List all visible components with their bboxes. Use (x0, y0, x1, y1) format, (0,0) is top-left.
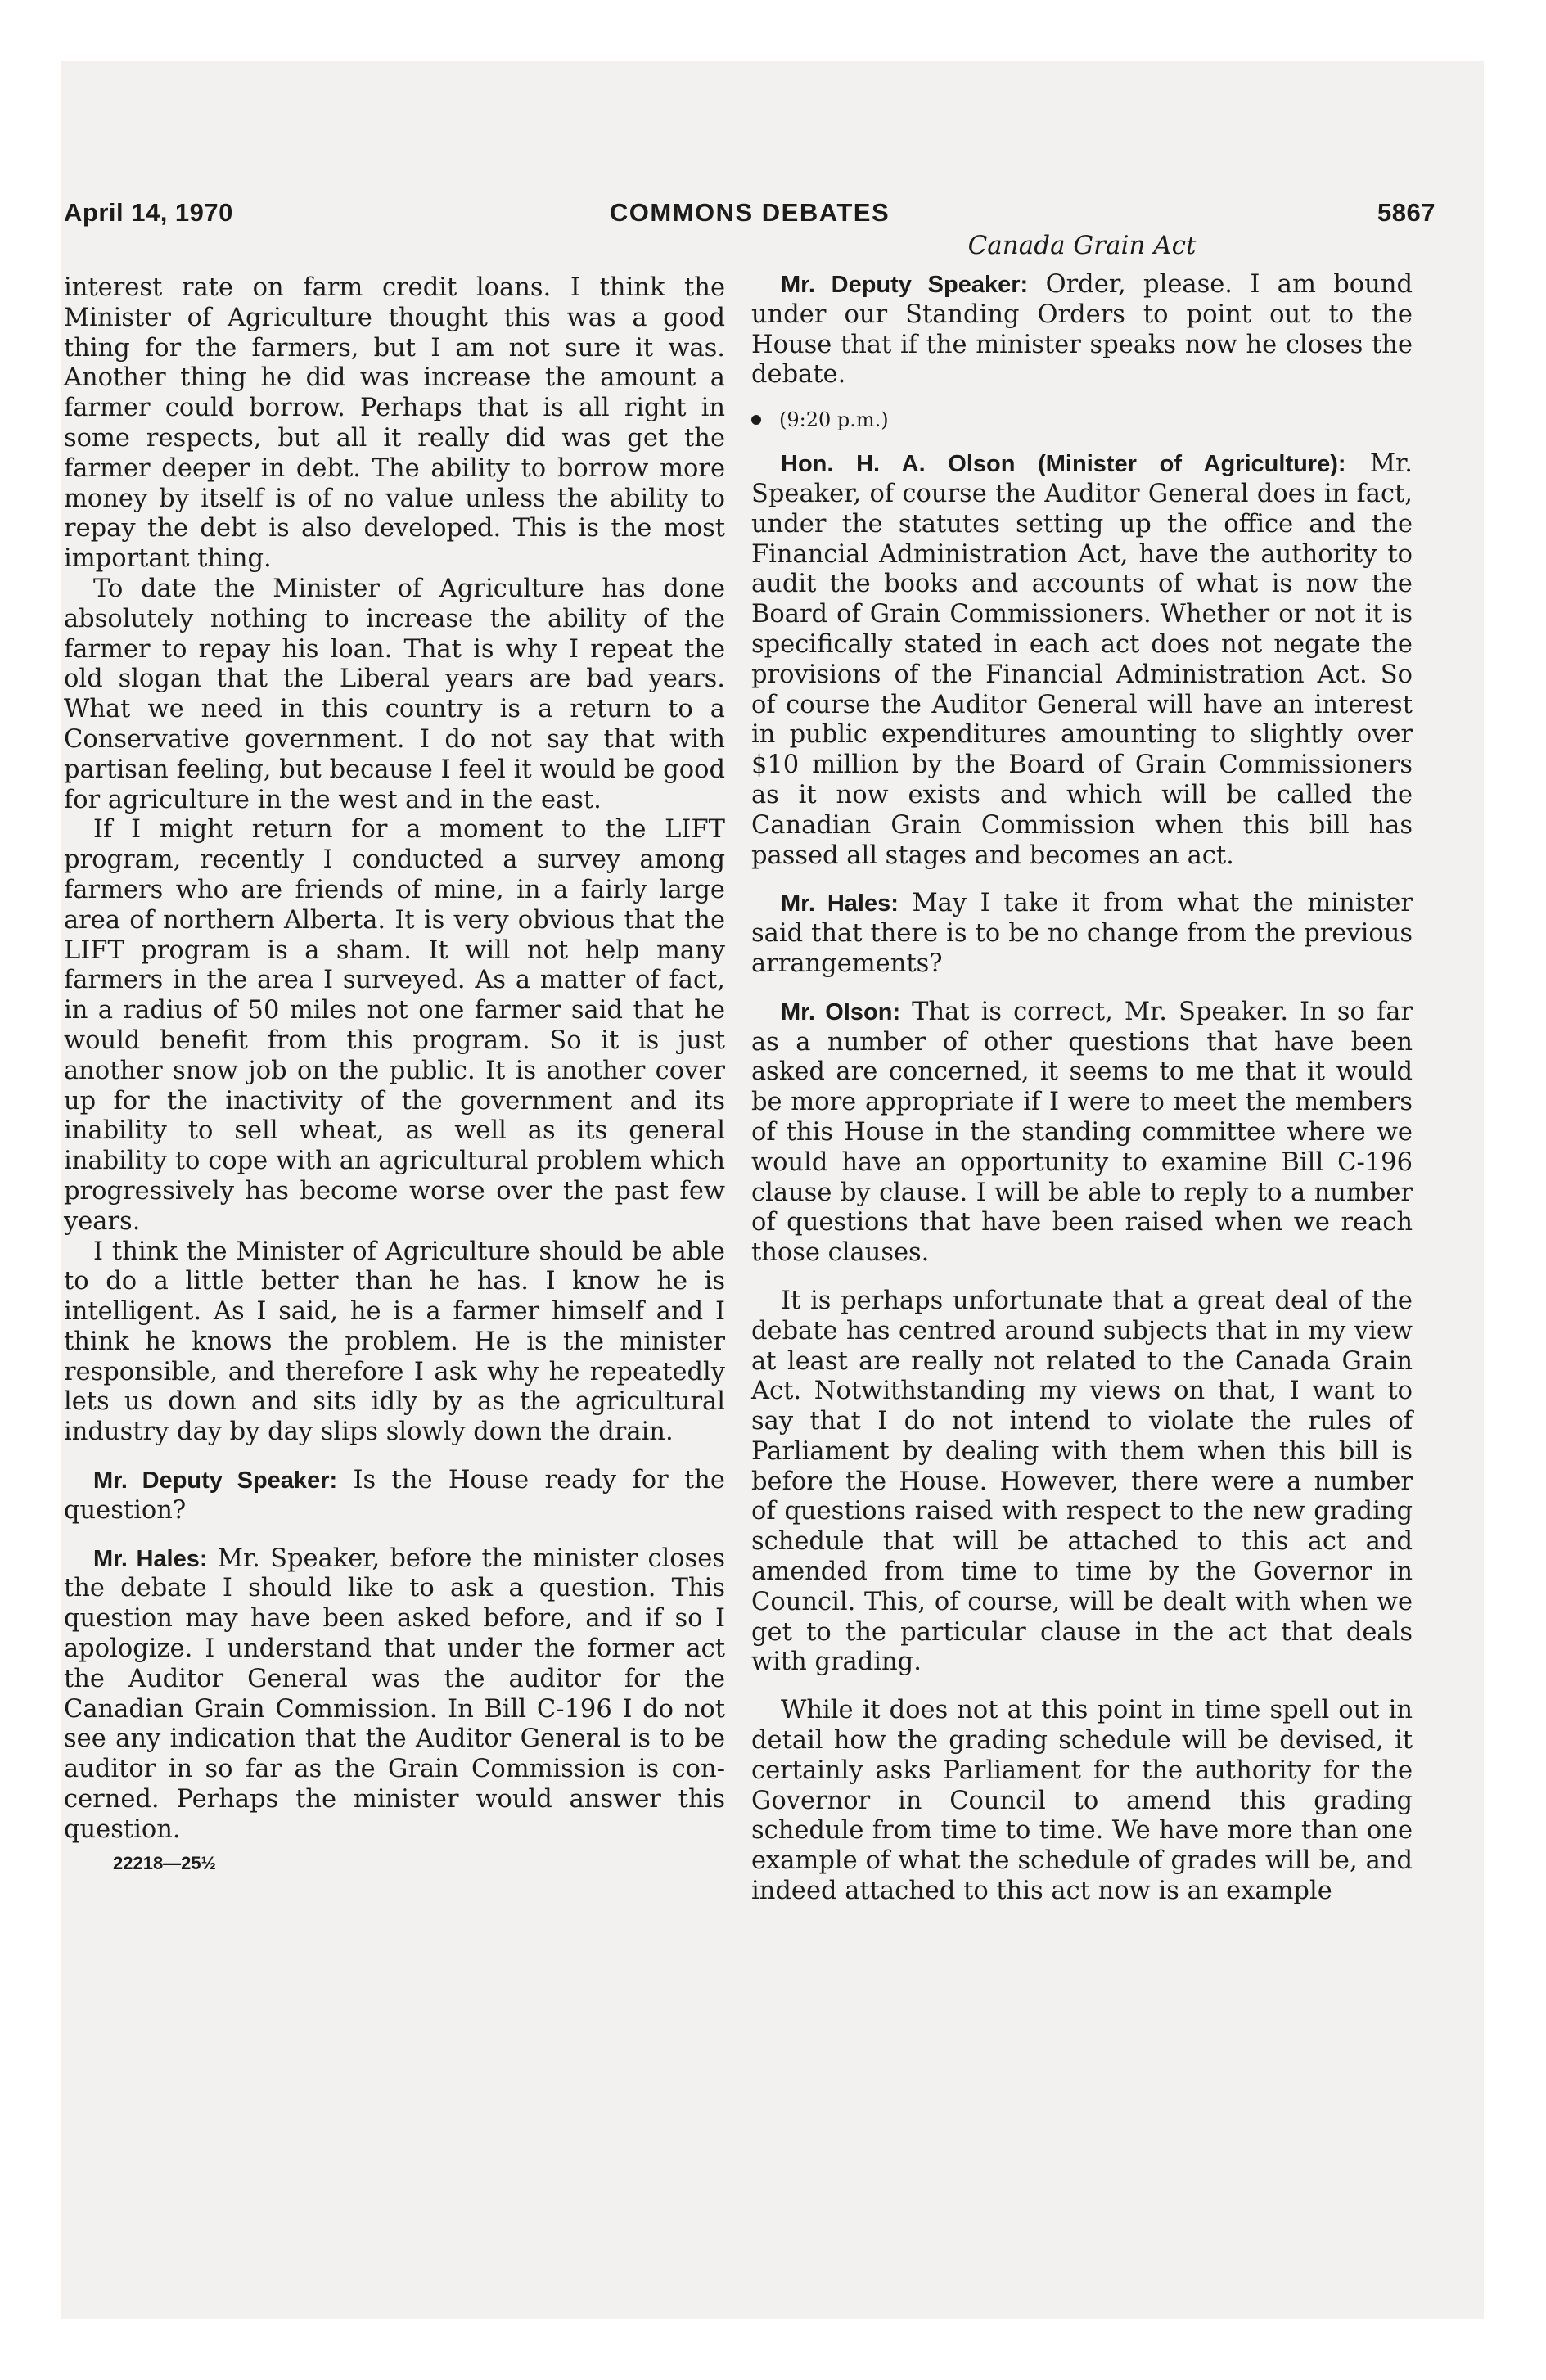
header-publication: COMMONS DEBATES (609, 198, 890, 227)
speaker-name: Mr. Hales: (93, 1545, 208, 1572)
right-paragraph-1 (751, 270, 1413, 390)
timestamp-text: (9:20 p.m.) (779, 408, 889, 432)
left-paragraph-2: To date the Minister of Agriculture has done absolutely nothing to increase the ability of the farmer to repay his loan. That is why I repeat the old slogan that the Liberal years are bad years. What we need in this country is a return to a Conservative government. I do not say that with partisan feeling, but because I feel it would be good for agriculture in the west and in the east. (64, 574, 725, 814)
right-paragraph-6: While it does not at this point in time spell out in detail how the grading schedule will be devised, it certainly asks Parliament for the authority for the Governor in Council to amend this grading schedule from time to time. We have more than one example of what the schedule of grades will be, and indeed attached to this act now is an example (751, 1696, 1413, 1906)
left-paragraph-6 (64, 1544, 725, 1846)
right-paragraph-2 (751, 449, 1413, 871)
speaker-name: Mr. Hales: (781, 890, 899, 917)
header-date: April 14, 1970 (64, 198, 233, 227)
speaker-name: Mr. Deputy Speaker: (93, 1467, 338, 1494)
printer-footnote: 22218—25½ (113, 1852, 216, 1873)
speech-text: Mr. Speaker, before the minister closes the debate I should like to ask a question. This question may have been asked before, and if so I apologize. I understand that under the former act the Auditor General was the auditor for the Canadian Grain Commission. In Bill C-196 I do not see any indication that the Auditor General is to be auditor in so far as the Grain Commission is concerned. Perhaps the minister would answer this question. (64, 1544, 725, 1844)
right-paragraph-3 (751, 889, 1413, 979)
right-paragraph-4 (751, 998, 1413, 1269)
left-column (64, 273, 725, 1878)
header-page-number: 5867 (1377, 198, 1436, 227)
left-paragraph-1: interest rate on farm credit loans. I think the Minister of Agriculture thought this was a good thing for the farmers, but I am not sure it was. Another thing he did was increase the amount a farmer could borrow. Perhaps that is all right in some respects, but all it really did was get the farmer deeper in debt. The ability to borrow more money by itself is of no value unless the ability to repay the debt is also developed. This is the most important thing. (64, 273, 725, 574)
right-column (751, 229, 1413, 1907)
speech-text: Mr. Speaker, of course the Auditor General does in fact, under the statutes setting up the office and the Financial Administration Act, have the authority to audit the books and accounts of what is now the Board of Grain Commissioners. Whether or not it is specifically stated in each act does not negate the provisions of the Financial Administration Act. So of course the Auditor General will have an interest in public expenditures amounting to slightly over $10 million by the Board of Grain Commissioners as it now exists and which will be called the Canadian Grain Commission when this bill has passed all stages and becomes an act. (751, 449, 1413, 870)
speaker-name: Hon. H. A. Olson (Minister of Agriculture): (781, 451, 1346, 478)
left-paragraph-4: I think the Minister of Agriculture should be able to do a little better than he has. I know he is intelligent. As I said, he is a farmer himself and I think he knows the problem. He is the minister responsible, and therefore I ask why he repeatedly lets us down and sits idly by as the agricultural industry day by day slips slowly down the drain. (64, 1237, 725, 1447)
right-paragraph-5: It is perhaps unfortunate that a great deal of the debate has centred around subjects that in my view at least are really not related to the Canada Grain Act. Notwithstanding my views on that, I want to say that I do not intend to violate the rules of Parliament by dealing with them when this bill is before the House. However, there were a number of questions raised with respect to the new grading schedule that will be attached to this act and amended from time to time by the Governor in Council. This, of course, will be dealt with when we get to the particular clause in the act that deals with grading. (751, 1286, 1413, 1677)
left-paragraph-5 (64, 1466, 725, 1526)
speech-text: Order, please. I am bound under our Standing Orders to point out to the House that if the minister speaks now he closes the debate. (751, 270, 1413, 390)
speech-text: May I take it from what the minister said that there is to be no change from the previous arrangements? (751, 889, 1413, 978)
bullet-icon (751, 415, 761, 425)
speaker-name: Mr. Deputy Speaker: (781, 272, 1029, 298)
speech-text: Is the House ready for the question? (64, 1466, 725, 1525)
speech-text: That is correct, Mr. Speaker. In so far as a number of other questions that have been asked are concerned, it seems to me that it would be more appropriate if I were to meet the members of this House in the standing committee where we would have an opportunity to examine Bill C-196 clause by clause. I will be able to reply to a number of questions that have been raised when we reach those clauses. (751, 997, 1413, 1268)
section-title: Canada Grain Act (967, 231, 1197, 260)
timestamp (751, 405, 1413, 435)
left-paragraph-3: If I might return for a moment to the LIFT program, recently I conducted a survey among farmers who are friends of mine, in a fairly large area of northern Alberta. It is very obvious that the LIFT program is a sham. It will not help many farmers in the area I surveyed. As a matter of fact, in a radius of 50 miles not one farmer said that he would benefit from this program. So it is just another snow job on the public. It is another cover up for the inactivity of the government and its inability to sell wheat, as well as its general inability to cope with an agricultural problem which progressively has become worse over the past few years. (64, 815, 725, 1236)
speaker-name: Mr. Olson: (781, 998, 901, 1025)
